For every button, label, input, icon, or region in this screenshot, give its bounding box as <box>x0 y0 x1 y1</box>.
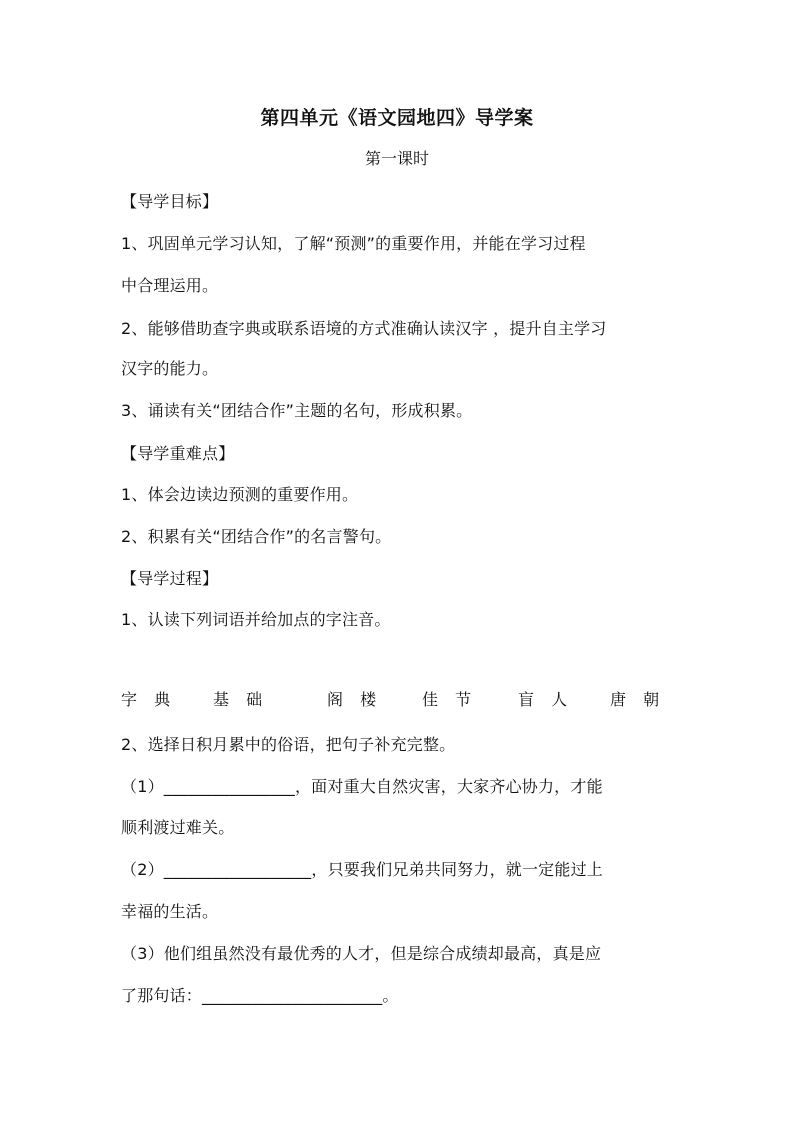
section-heading-key-points: 【导学重难点】 <box>121 444 235 463</box>
word-item: 唐 朝 <box>610 690 666 709</box>
exercise-1-instruction: 1、认读下列词语并给加点的字注音。 <box>121 610 391 629</box>
exercise-2-item-3-cont: 了那句话：______________________。 <box>121 986 399 1005</box>
exercise-2-item-2-cont: 幸福的生活。 <box>121 902 219 921</box>
word-list <box>121 687 665 710</box>
goal-line: 中合理运用。 <box>121 276 219 295</box>
goal-line: 2、能够借助查字典或联系语境的方式准确认读汉字 ，提升自主学习 <box>121 319 607 338</box>
exercise-2-item-3: （3）他们组虽然没有最优秀的人才，但是综合成绩却最高，真是应 <box>121 944 602 963</box>
goal-line: 3、诵读有关“团结合作”主题的名句，形成积累。 <box>121 401 473 420</box>
exercise-2-instruction: 2、选择日积月累中的俗语，把句子补充完整。 <box>121 735 456 754</box>
exercise-2-item-1: （1）________________，面对重大自然灾害，大家齐心协力，才能 <box>121 777 603 796</box>
key-point-line: 2、积累有关“团结合作”的名言警句。 <box>121 527 392 546</box>
document-subtitle: 第一课时 <box>364 149 429 168</box>
key-point-line: 1、体会边读边预测的重要作用。 <box>121 485 359 504</box>
word-item: 字 典 <box>121 690 177 709</box>
section-heading-goals: 【导学目标】 <box>121 192 219 211</box>
goal-line: 1、巩固单元学习认知，了解“预测”的重要作用，并能在学习过程 <box>121 234 586 253</box>
exercise-2-item-1-cont: 顺利渡过难关。 <box>121 818 235 837</box>
word-item: 盲 人 <box>518 690 574 709</box>
word-item: 阁 楼 <box>327 690 383 709</box>
document-title: 第四单元《语文园地四》导学案 <box>260 107 534 129</box>
exercise-2-item-2: （2）__________________，只要我们兄弟共同努力，就一定能过上 <box>121 860 603 879</box>
word-item: 佳 节 <box>422 690 478 709</box>
goal-line: 汉字的能力。 <box>121 359 219 378</box>
section-heading-process: 【导学过程】 <box>121 569 219 588</box>
word-item: 基 础 <box>213 690 269 709</box>
